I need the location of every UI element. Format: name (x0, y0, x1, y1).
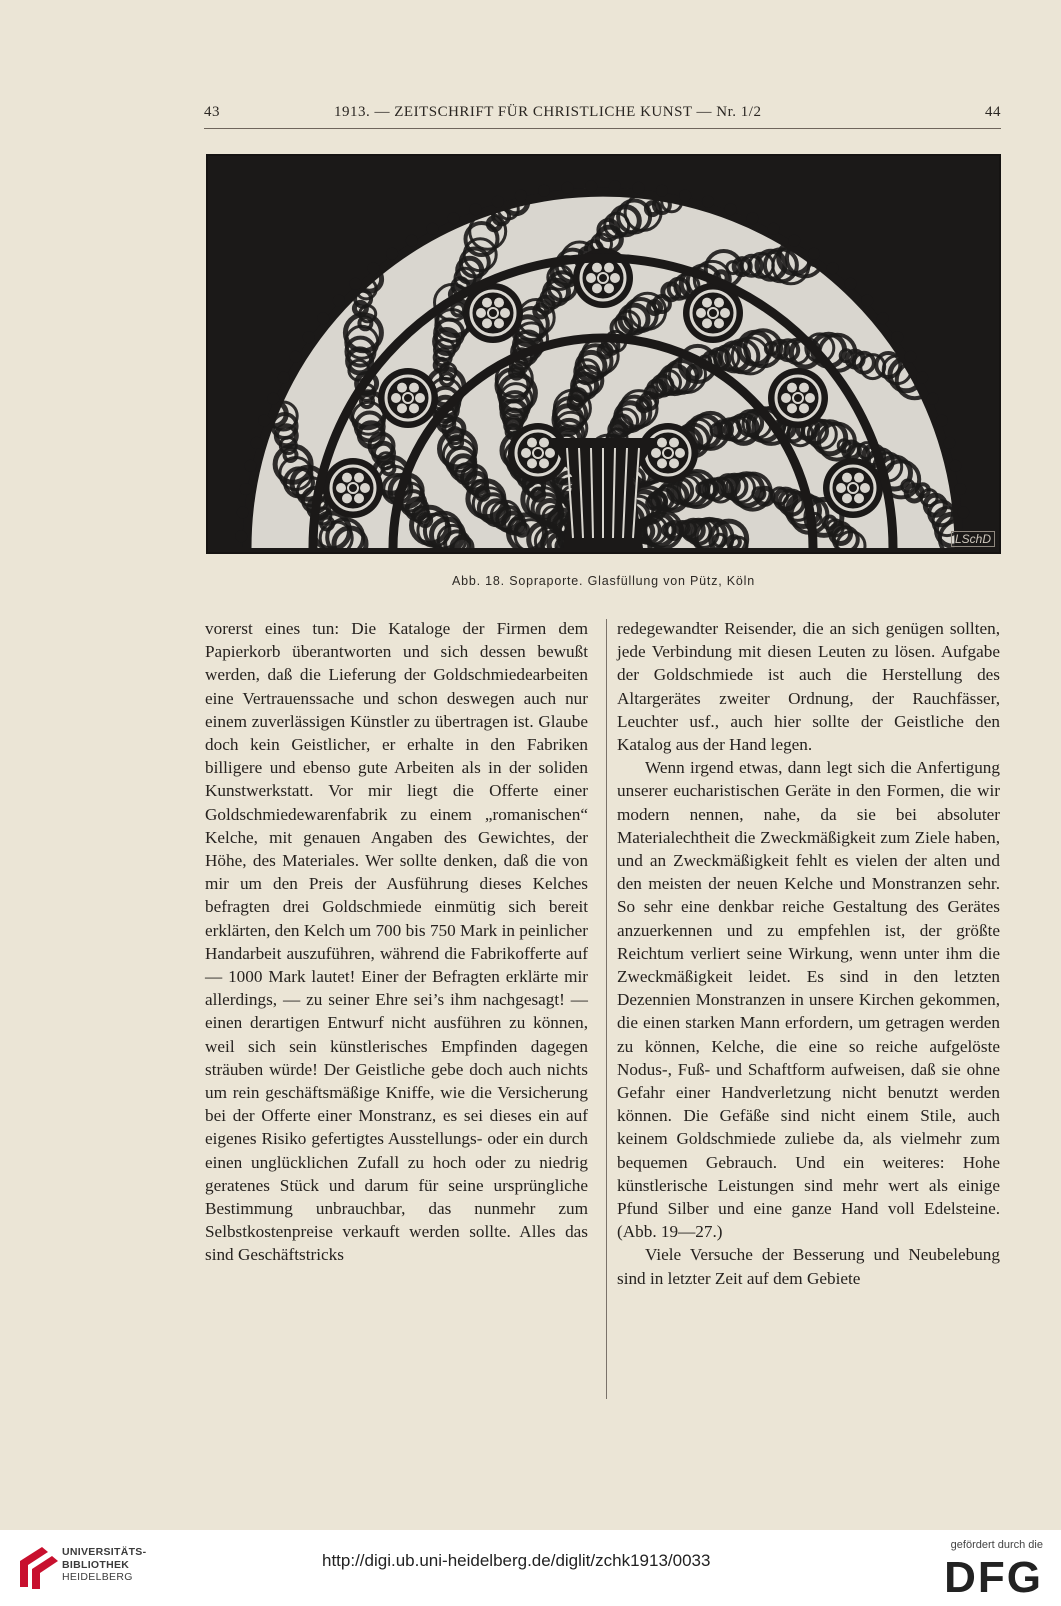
glass-window-illustration (208, 156, 999, 552)
page-number-right: 44 (985, 104, 1001, 120)
permalink[interactable]: http://digi.ub.uni-heidelberg.de/diglit/zchk1913/0033 (322, 1551, 711, 1570)
header-rule (204, 128, 1001, 129)
library-logo-icon (12, 1543, 64, 1595)
paragraph: vorerst eines tun: Die Kataloge der Firmen dem Papierkorb überantworten und sich dessen bewußt werden, daß die Lieferung der Goldschmiedearbeiten eine Vertrauenssache und schon deswegen auch nur einem zuverlässigen Künstler zu übertragen ist. Glaube doch kein Geistlicher, er erhalte in den Fabriken billigere und ebenso gute Arbeiten als in der soliden Kunstwerkstatt. Vor mir liegt die Offerte einer Goldschmiedewarenfabrik zu einem „romanischen“ Kelche, mit genauen Angaben des Gewichtes, der Höhe, des Materiales. Wer sollte denken, daß die von mir um den Preis der Ausführung dieses Kelches befragten drei Goldschmiede einmütig sich bereit erklärten, den Kelch um 700 bis 750 Mark in peinlicher Handarbeit auszuführen, während die Fabrikofferte auf — 1000 Mark lautet! Einer der Befragten erklärte mir allerdings, — zu seiner Ehre sei’s ihm nachgesagt! — einen derartigen Entwurf nicht ausführen zu können, weil sich sein künstlerisches Empfinden dagegen sträuben würde! Der Geistliche gebe doch auch nichts um rein geschäftsmäßige Kniffe, wie die Versicherung bei der Offerte einer Monstranz, es sei dieses ein auf eigenes Risiko gefertigtes Ausstellungs- oder ein durch einen unglücklichen Zufall zu hoch oder zu niedrig geratenes Stück und darum für seine ursprüngliche Bestimmung unbrauchbar, das nunmehr zum Selbstkostenpreise verkauft werden sollte. Alles das sind Geschäftstricks (205, 619, 588, 1265)
figure-image (206, 154, 1001, 554)
journal-title: 1913. — ZEITSCHRIFT FÜR CHRISTLICHE KUNST — Nr. 1/2 (334, 104, 762, 120)
sponsor-note: gefördert durch die (950, 1539, 1043, 1551)
text-column-right (617, 617, 1000, 1290)
column-divider (606, 619, 607, 1399)
figure-caption: Abb. 18. Sopraporte. Glasfüllung von Pütz, Köln (451, 574, 756, 588)
digitization-footer (0, 1530, 1061, 1606)
dfg-logo: DFG (944, 1553, 1043, 1602)
paragraph: Wenn irgend etwas, dann legt sich die Anfertigung unserer eucharistischen Geräte in den Formen, die wir modern nennen, nahe, da sie bei absoluter Materialechtheit die Zweckmäßigkeit zum Ziele haben, und an Zweckmäßigkeit fehlt es vielen der alten und den meisten der neuen Kelche und Monstranzen sehr. So sehr eine denkbar reiche Gestaltung des Gerätes anzuerkennen und zu empfehlen ist, der größte Reichtum verliert seine Wirkung, wenn unter ihm die Zweckmäßigkeit leidet. Es sind in den letzten Dezennien Monstranzen in unsere Kirchen gekommen, die einen starken Mann erfordern, um getragen werden zu können, Kelche, die eine so reiche aufgelöste Nodus-, Fuß- und Schaftform aufweisen, daß sie ohne Gefahr einer Handverletzung nicht benutzt werden können. Die Gefäße sind nicht einem Stile, auch keinem Goldschmiede zuliebe da, als vielmehr zum bequemen Gebrauch. Und ein weiteres: Hohe künstlerische Leistungen sind mehr wert als einige Pfund Silber und eine ganze Hand voll Edelsteine. (Abb. 19—27.) (617, 758, 1000, 1242)
photographer-mark: LSchD (951, 531, 995, 547)
text-column-left (205, 617, 588, 1267)
running-header (204, 104, 1001, 126)
page-number-left: 43 (204, 104, 220, 120)
paragraph: redegewandter Reisender, die an sich genügen sollten, jede Verbindung mit diesen Leuten zu lösen. Aufgabe der Goldschmiede ist auch die Herstellung des Altargerätes zweiter Ordnung, der Rauchfässer, Leuchter usf., auch hier sollte der Geistliche den Katalog aus der Hand legen. (617, 619, 1000, 755)
library-name: UNIVERSITÄTS- BIBLIOTHEK HEIDELBERG (62, 1546, 147, 1583)
paragraph: Viele Versuche der Besserung und Neubelebung sind in letzter Zeit auf dem Gebiete (617, 1245, 1000, 1288)
